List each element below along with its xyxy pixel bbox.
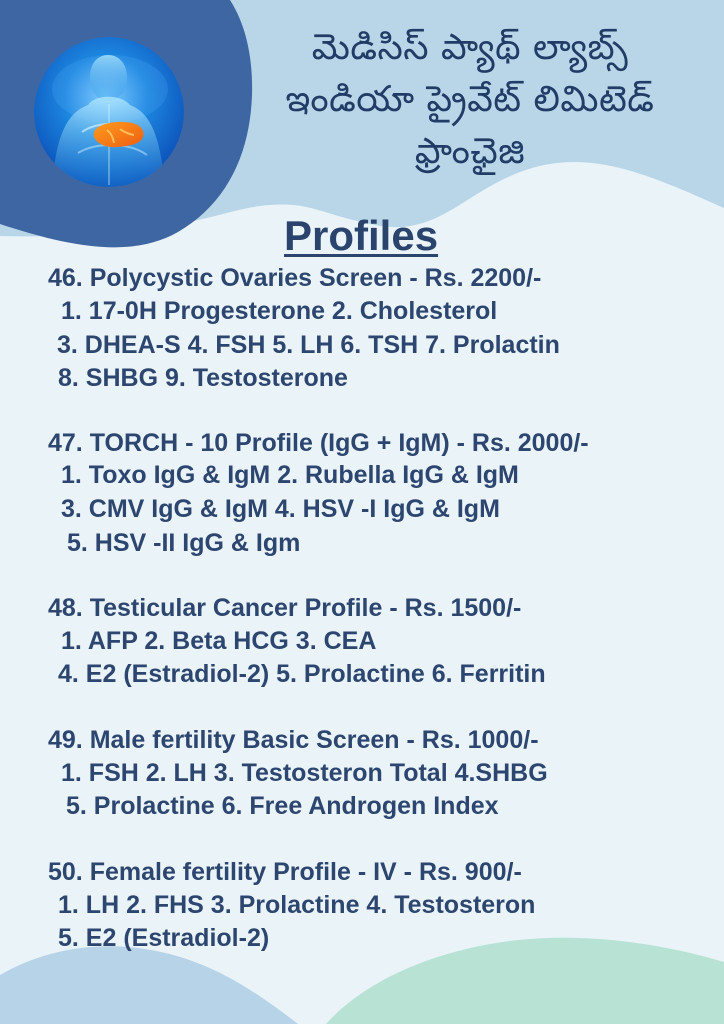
profile-50-title: 50. Female fertility Profile - IV - Rs. 900/- bbox=[48, 858, 522, 886]
profile-46-line-3: 8. SHBG 9. Testosterone bbox=[58, 364, 348, 392]
profile-47-line-1: 1. Toxo IgG & IgM 2. Rubella IgG & IgM bbox=[61, 461, 519, 489]
profile-49-line-2: 5. Prolactine 6. Free Androgen Index bbox=[66, 792, 499, 820]
profile-48-line-1: 1. AFP 2. Beta HCG 3. CEA bbox=[61, 627, 377, 655]
company-title-line-2: ఇండియా ప్రైవేట్ లిమిటెడ్ bbox=[285, 79, 655, 120]
profile-50-line-2: 5. E2 (Estradiol-2) bbox=[58, 924, 270, 952]
profile-48-title: 48. Testicular Cancer Profile - Rs. 1500/- bbox=[48, 594, 522, 622]
profile-47-line-2: 3. CMV IgG & IgM 4. HSV -I IgG & IgM bbox=[61, 495, 500, 523]
profile-48-line-2: 4. E2 (Estradiol-2) 5. Prolactine 6. Ferritin bbox=[58, 660, 546, 688]
profile-47-title: 47. TORCH - 10 Profile (IgG + IgM) - Rs. 2000/- bbox=[48, 429, 589, 457]
profile-47-line-3: 5. HSV -II IgG & Igm bbox=[67, 529, 301, 557]
profile-46-title: 46. Polycystic Ovaries Screen - Rs. 2200/- bbox=[48, 264, 542, 292]
company-title-line-1: మెడిసిస్ ప్యాథ్ ల్యాబ్స్ bbox=[311, 27, 629, 68]
profiles-heading: Profiles bbox=[284, 212, 439, 259]
profile-46-line-1: 1. 17-0H Progesterone 2. Cholesterol bbox=[61, 297, 498, 325]
profile-46-line-2: 3. DHEA-S 4. FSH 5. LH 6. TSH 7. Prolactin bbox=[57, 331, 560, 359]
profile-50-line-1: 1. LH 2. FHS 3. Prolactine 4. Testosteron bbox=[58, 891, 536, 919]
company-title-line-3: ఫ్రాంఛైజి bbox=[414, 131, 526, 172]
profile-49-title: 49. Male fertility Basic Screen - Rs. 1000/- bbox=[48, 726, 539, 754]
profile-49-line-1: 1. FSH 2. LH 3. Testosteron Total 4.SHBG bbox=[61, 759, 548, 787]
